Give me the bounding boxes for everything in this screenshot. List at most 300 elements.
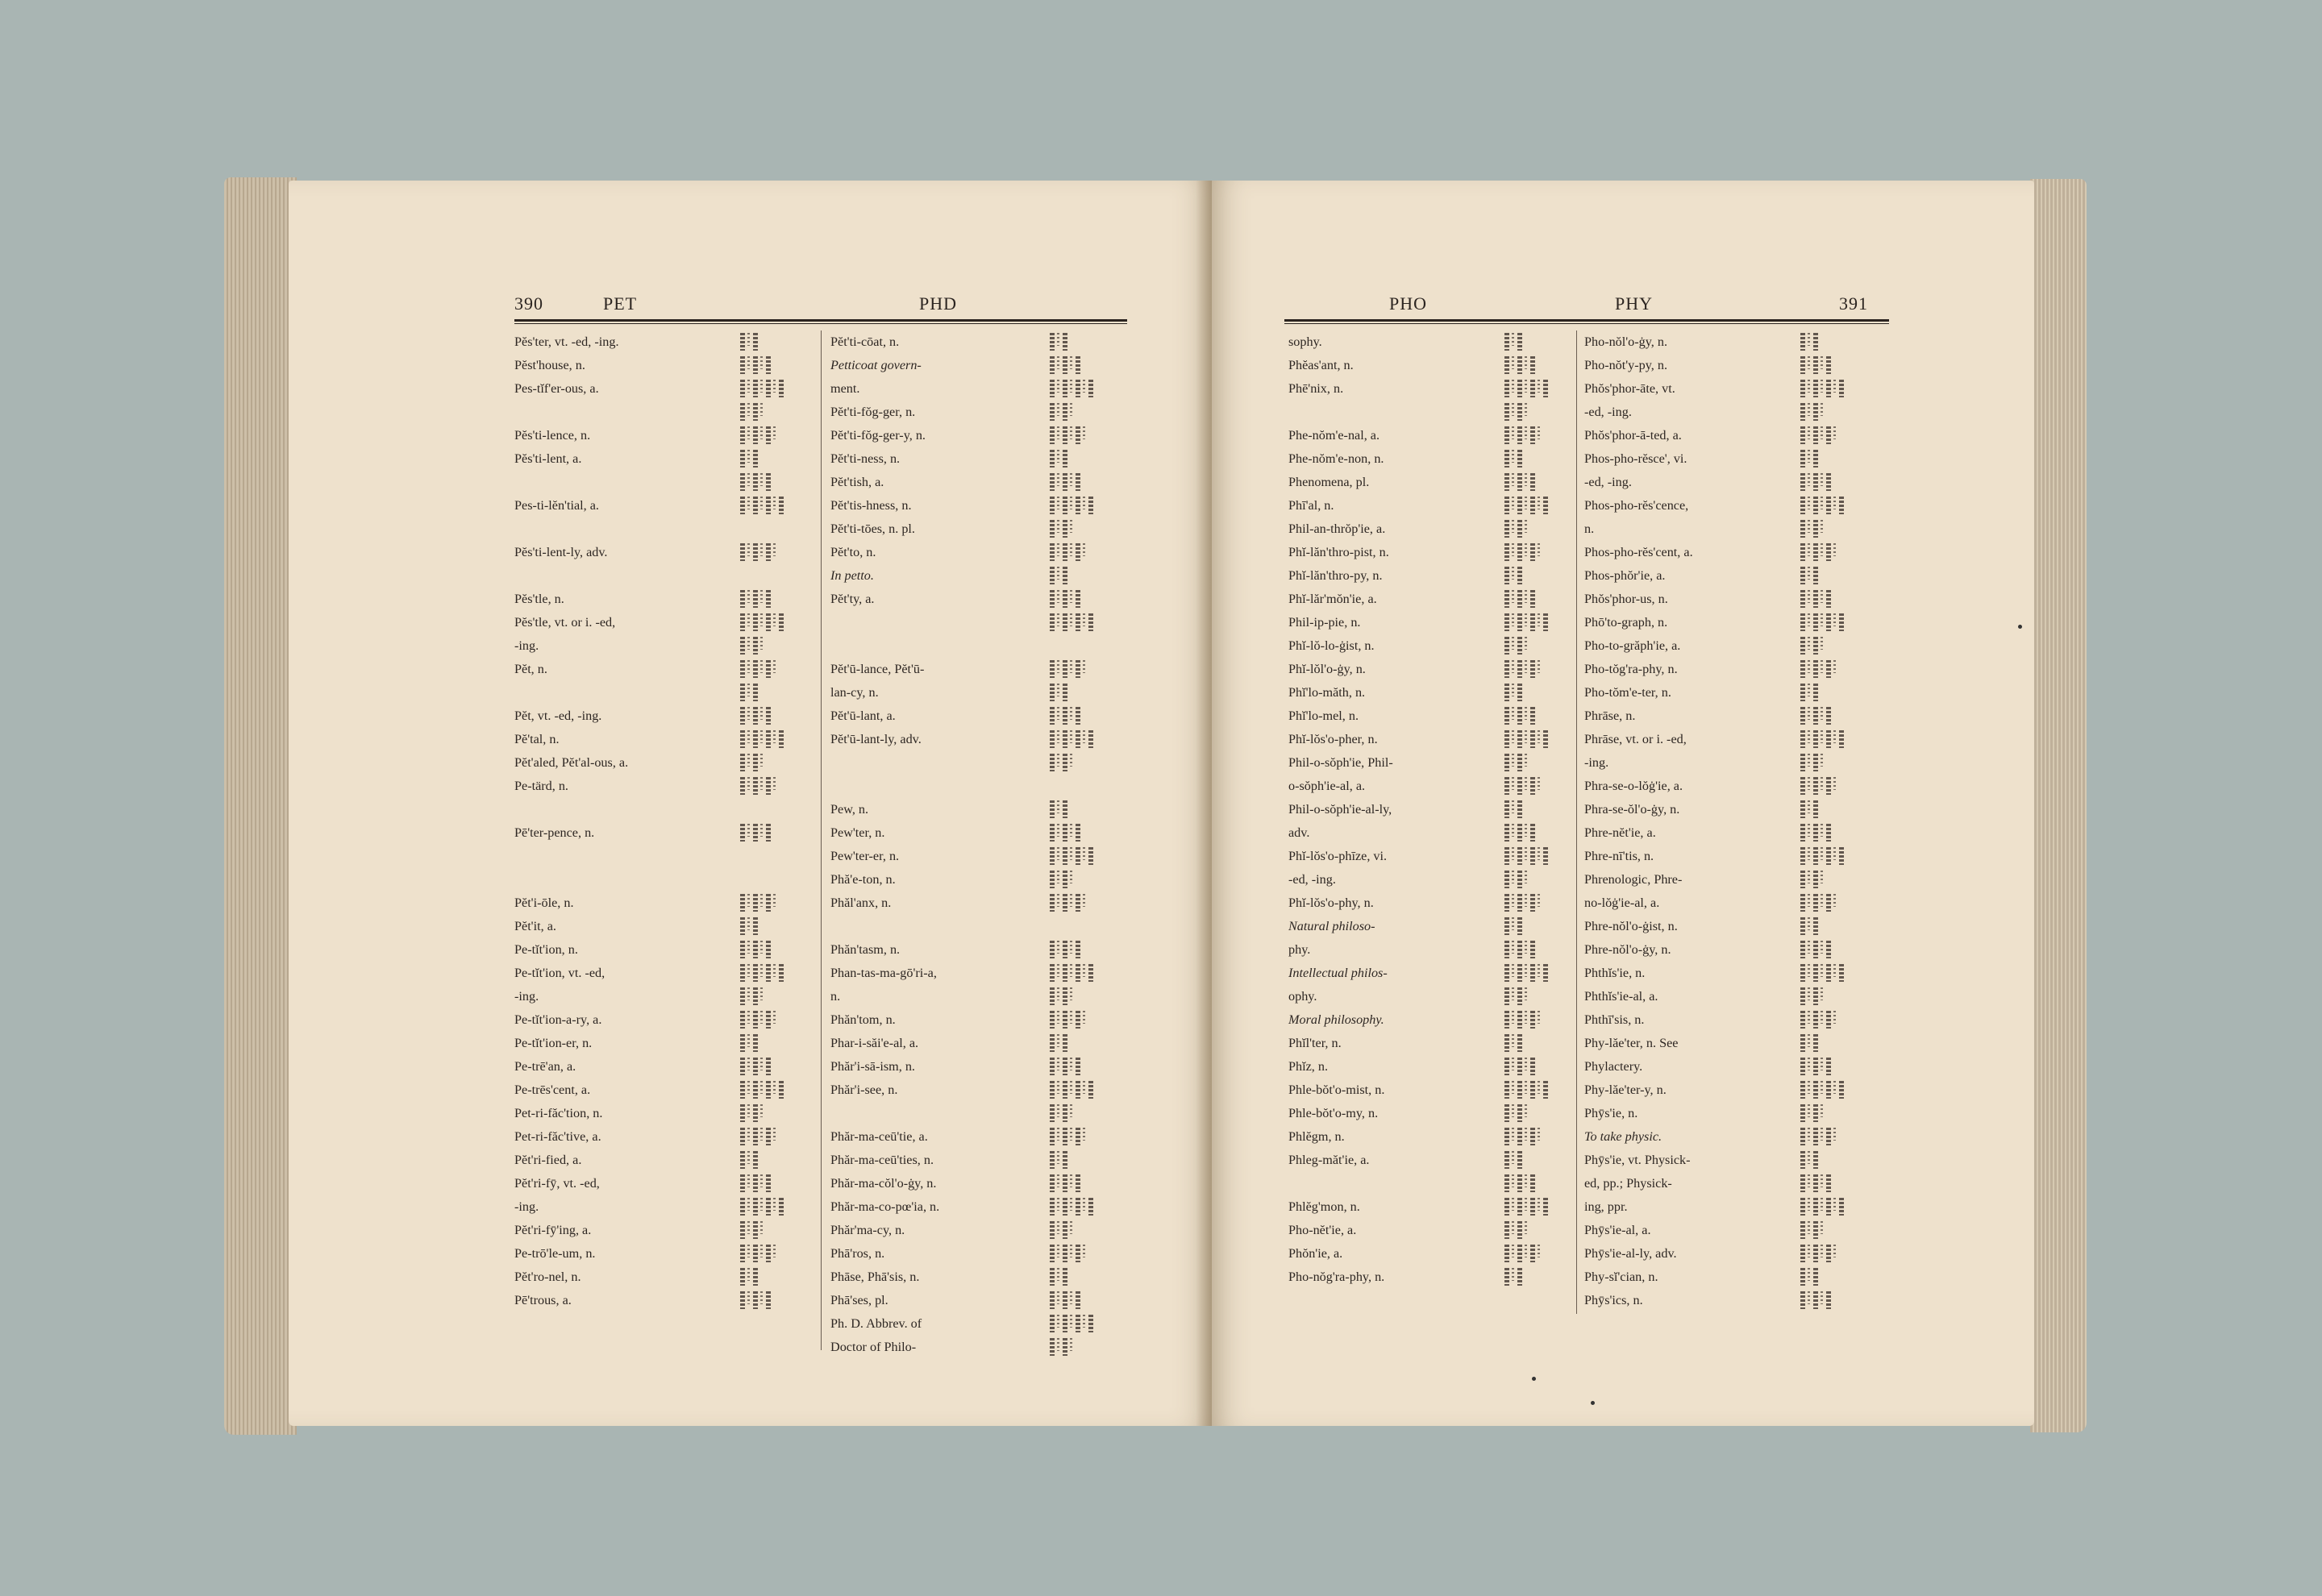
dictionary-entry	[830, 892, 1016, 915]
dictionary-entry	[1584, 564, 1762, 588]
dictionary-entry	[830, 1242, 1016, 1266]
japanese-gloss	[1504, 1034, 1525, 1054]
headword: Pĕt'ti-tōes, n. pl.	[830, 522, 915, 536]
japanese-gloss	[1800, 800, 1821, 820]
japanese-gloss	[1800, 824, 1833, 843]
japanese-gloss	[1504, 356, 1538, 376]
dictionary-entry	[1288, 1102, 1466, 1125]
dictionary-entry	[1584, 517, 1762, 541]
page-speck	[1591, 1401, 1595, 1405]
dictionary-entry	[1584, 588, 1762, 611]
headword: n.	[830, 989, 841, 1004]
dictionary-entry	[1288, 658, 1466, 681]
dictionary-entry	[1584, 330, 1762, 354]
dictionary-entry	[1288, 1125, 1466, 1149]
headword: adv.	[1288, 825, 1310, 840]
headword: ing, ppr.	[1584, 1199, 1628, 1214]
headword: Pe-tĭt'ion-a-ry, a.	[514, 1012, 602, 1027]
japanese-gloss	[1800, 660, 1839, 680]
dictionary-entry	[830, 1102, 1016, 1125]
japanese-gloss	[740, 1034, 760, 1054]
dictionary-entry	[514, 377, 700, 401]
headword: Phĭ-lăn'thro-py, n.	[1288, 568, 1383, 583]
dictionary-entry	[514, 1242, 700, 1266]
dictionary-entry	[1584, 962, 1762, 985]
dictionary-entry	[514, 704, 700, 728]
left-header-rule	[514, 319, 1127, 322]
japanese-gloss	[1800, 1174, 1833, 1194]
dictionary-entry	[514, 494, 700, 517]
japanese-gloss	[740, 824, 773, 843]
dictionary-entry	[1288, 1055, 1466, 1079]
headword: Phȳs'ie, vt. Physick-	[1584, 1153, 1691, 1167]
dictionary-entry	[514, 751, 700, 775]
japanese-gloss	[740, 403, 766, 422]
dictionary-entry	[514, 1008, 700, 1032]
dictionary-entry	[514, 1219, 700, 1242]
dictionary-entry	[1288, 728, 1466, 751]
dictionary-entry	[1584, 821, 1762, 845]
japanese-gloss	[1050, 684, 1070, 703]
left-page-number: 390	[514, 293, 543, 314]
headword: Pĕt'i-ōle, n.	[514, 896, 574, 910]
headword: Phŏn'ie, a.	[1288, 1246, 1343, 1261]
dictionary-entry	[830, 1149, 1016, 1172]
dictionary-entry	[1584, 424, 1762, 447]
dictionary-entry	[514, 1195, 700, 1219]
headword: Pē'ter-pence, n.	[514, 825, 595, 840]
dictionary-entry	[514, 962, 700, 985]
headword: Phil-o-sŏph'ie, Phil-	[1288, 755, 1393, 770]
japanese-gloss	[740, 684, 760, 703]
headword: Phos-pho-rĕsce', vi.	[1584, 451, 1687, 466]
japanese-gloss	[1050, 800, 1070, 820]
dictionary-entry	[1288, 401, 1466, 424]
headword: Pet-ri-făc'tive, a.	[514, 1129, 601, 1144]
headword: Phĭl'ter, n.	[1288, 1036, 1342, 1050]
japanese-gloss	[1504, 567, 1525, 586]
japanese-gloss	[1504, 380, 1550, 399]
dictionary-entry	[1288, 1195, 1466, 1219]
japanese-gloss	[1050, 1058, 1083, 1077]
right-page-header	[1212, 293, 2034, 318]
japanese-gloss	[1504, 1011, 1543, 1030]
headword: Pe-tärd, n.	[514, 779, 568, 793]
japanese-gloss	[1800, 333, 1821, 352]
dictionary-entry	[514, 1102, 700, 1125]
japanese-gloss	[1050, 730, 1096, 750]
headword: Phăr'i-sā-ism, n.	[830, 1059, 915, 1074]
headword: lan-cy, n.	[830, 685, 879, 700]
headword: Pĕt'to, n.	[830, 545, 876, 559]
headword: Phĭ-lŏl'o-ġy, n.	[1288, 662, 1366, 676]
japanese-gloss	[1050, 473, 1083, 493]
headword: Moral philosophy.	[1288, 1012, 1384, 1027]
japanese-gloss	[1050, 824, 1083, 843]
japanese-gloss	[1800, 473, 1833, 493]
japanese-gloss	[1504, 964, 1550, 983]
dictionary-entry	[1288, 681, 1466, 704]
dictionary-entry	[1584, 1172, 1762, 1195]
headword: Phre-nĕt'ie, a.	[1584, 825, 1656, 840]
japanese-gloss	[740, 1245, 779, 1264]
dictionary-entry	[514, 354, 700, 377]
japanese-gloss	[1050, 707, 1083, 726]
headword: Phle-bŏt'o-mist, n.	[1288, 1083, 1385, 1097]
dictionary-entry	[830, 1289, 1016, 1312]
headword: Pĕs'tle, vt. or i. -ed,	[514, 615, 616, 630]
japanese-gloss	[1800, 590, 1833, 609]
right-page-headword-left: PHO	[1389, 293, 1428, 314]
right-page-headword-right: PHY	[1615, 293, 1654, 314]
japanese-gloss	[1504, 777, 1543, 796]
japanese-gloss	[1800, 450, 1821, 469]
headword: Pĕt'ri-fied, a.	[514, 1153, 582, 1167]
headword: Phăr-ma-co-pœ'ia, n.	[830, 1199, 940, 1214]
japanese-gloss	[740, 941, 773, 960]
japanese-gloss	[1050, 1011, 1088, 1030]
japanese-gloss	[1800, 964, 1846, 983]
japanese-gloss	[1504, 426, 1543, 446]
dictionary-entry	[1288, 962, 1466, 985]
japanese-gloss	[1050, 1198, 1096, 1217]
dictionary-entry	[1584, 1055, 1762, 1079]
left-column-2	[830, 330, 1016, 1359]
dictionary-entry	[1584, 447, 1762, 471]
dictionary-entry	[830, 447, 1016, 471]
japanese-gloss	[1504, 450, 1525, 469]
japanese-gloss	[740, 754, 766, 773]
dictionary-entry	[830, 985, 1016, 1008]
japanese-gloss	[1504, 660, 1543, 680]
dictionary-entry	[514, 471, 700, 494]
dictionary-entry	[830, 1125, 1016, 1149]
page-speck	[1532, 1377, 1536, 1381]
headword: Pĕs'tle, n.	[514, 592, 564, 606]
dictionary-entry	[830, 401, 1016, 424]
headword: Phăl'anx, n.	[830, 896, 892, 910]
dictionary-entry	[1584, 1125, 1762, 1149]
dictionary-entry	[1288, 1219, 1466, 1242]
dictionary-entry	[1584, 985, 1762, 1008]
japanese-gloss	[1050, 1104, 1076, 1124]
japanese-gloss	[1800, 894, 1839, 913]
headword: Pĕt'ti-ness, n.	[830, 451, 901, 466]
dictionary-entry	[830, 1008, 1016, 1032]
headword: -ing.	[514, 989, 539, 1004]
japanese-gloss	[1800, 637, 1826, 656]
dictionary-entry	[1584, 938, 1762, 962]
japanese-gloss	[740, 964, 786, 983]
japanese-gloss	[1800, 1011, 1839, 1030]
headword: Phĭ-lăn'thro-pist, n.	[1288, 545, 1389, 559]
japanese-gloss	[1504, 473, 1538, 493]
dictionary-entry	[1288, 377, 1466, 401]
dictionary-entry	[1288, 494, 1466, 517]
dictionary-entry	[830, 658, 1016, 681]
dictionary-entry	[830, 1312, 1016, 1336]
headword: Pĕt'ti-fŏg-ger-y, n.	[830, 428, 926, 443]
japanese-gloss	[1504, 917, 1525, 937]
dictionary-entry	[830, 517, 1016, 541]
dictionary-entry	[1584, 915, 1762, 938]
dictionary-entry	[1584, 658, 1762, 681]
left-page-headword-left: PET	[603, 293, 638, 314]
headword: Pĕst'house, n.	[514, 358, 585, 372]
headword: Phlĕgm, n.	[1288, 1129, 1345, 1144]
dictionary-entry	[1288, 424, 1466, 447]
dictionary-entry	[830, 1195, 1016, 1219]
dictionary-entry	[1288, 845, 1466, 868]
japanese-gloss	[740, 1198, 786, 1217]
dictionary-entry	[514, 564, 700, 588]
japanese-gloss	[1504, 333, 1525, 352]
japanese-gloss	[1504, 1128, 1543, 1147]
headword: Pes-ti-lĕn'tial, a.	[514, 498, 599, 513]
japanese-gloss	[1504, 543, 1543, 563]
japanese-gloss	[1800, 847, 1846, 867]
dictionary-entry	[1584, 1008, 1762, 1032]
japanese-gloss	[1504, 1058, 1538, 1077]
dictionary-entry	[1288, 471, 1466, 494]
headword: Phăr-ma-cŏl'o-ġy, n.	[830, 1176, 937, 1191]
japanese-gloss	[1050, 403, 1076, 422]
japanese-gloss	[1800, 1245, 1839, 1264]
headword: Pē'trous, a.	[514, 1293, 572, 1307]
japanese-gloss	[1800, 1104, 1826, 1124]
japanese-gloss	[1800, 754, 1826, 773]
dictionary-entry	[514, 424, 700, 447]
headword: Pĕt, vt. -ed, -ing.	[514, 709, 602, 723]
dictionary-entry	[1288, 938, 1466, 962]
japanese-gloss	[740, 426, 779, 446]
headword: Phō'to-graph, n.	[1584, 615, 1668, 630]
headword: Phos-pho-rĕs'cence,	[1584, 498, 1689, 513]
headword: Phthī'sis, n.	[1584, 1012, 1645, 1027]
headword: Phre-nŏl'o-ġist, n.	[1584, 919, 1678, 933]
dictionary-entry	[514, 985, 700, 1008]
right-page	[1212, 181, 2034, 1426]
headword: Phy-lăe'ter, n. See	[1584, 1036, 1679, 1050]
dictionary-entry	[1288, 751, 1466, 775]
japanese-gloss	[1504, 1221, 1530, 1241]
dictionary-entry	[1584, 1195, 1762, 1219]
japanese-gloss	[1504, 1198, 1550, 1217]
headword: ment.	[830, 381, 860, 396]
headword: Phre-nī'tis, n.	[1584, 849, 1654, 863]
headword: Petticoat govern-	[830, 358, 922, 372]
headword: Phle-bŏt'o-my, n.	[1288, 1106, 1379, 1120]
headword: Ph. D. Abbrev. of	[830, 1316, 922, 1331]
headword: Phā'ses, pl.	[830, 1293, 888, 1307]
dictionary-entry	[830, 541, 1016, 564]
dictionary-entry	[830, 1032, 1016, 1055]
dictionary-entry	[830, 868, 1016, 892]
japanese-gloss	[1504, 497, 1550, 516]
headword: Phre-nŏl'o-ġy, n.	[1584, 942, 1671, 957]
japanese-gloss	[1800, 520, 1826, 539]
dictionary-entry	[1584, 892, 1762, 915]
dictionary-entry	[514, 330, 700, 354]
dictionary-entry	[1584, 1289, 1762, 1312]
japanese-gloss	[1800, 1034, 1821, 1054]
dictionary-entry	[1288, 704, 1466, 728]
headword: Pĕt'tish, a.	[830, 475, 884, 489]
headword: Phĭ-lŏs'o-pher, n.	[1288, 732, 1378, 746]
headword: -ed, -ing.	[1584, 405, 1632, 419]
dictionary-entry	[1584, 1266, 1762, 1289]
headword: ophy.	[1288, 989, 1317, 1004]
headword: Pe-tĭt'ion, n.	[514, 942, 578, 957]
headword: Phĕas'ant, n.	[1288, 358, 1354, 372]
dictionary-entry	[1288, 1242, 1466, 1266]
right-column-divider	[1576, 330, 1577, 1314]
japanese-gloss	[1800, 871, 1826, 890]
japanese-gloss	[740, 777, 779, 796]
japanese-gloss	[1504, 1104, 1530, 1124]
japanese-gloss	[1504, 754, 1530, 773]
japanese-gloss	[740, 1221, 766, 1241]
dictionary-entry	[514, 728, 700, 751]
headword: Pĕ'tal, n.	[514, 732, 560, 746]
dictionary-entry	[1288, 821, 1466, 845]
dictionary-entry	[830, 962, 1016, 985]
headword: Phylactery.	[1584, 1059, 1643, 1074]
dictionary-entry	[1288, 1032, 1466, 1055]
headword: Phăr-ma-ceū'ties, n.	[830, 1153, 934, 1167]
headword: Phrenologic, Phre-	[1584, 872, 1683, 887]
headword: Pho-nŏl'o-ġy, n.	[1584, 335, 1668, 349]
right-header-rule	[1284, 319, 1889, 322]
japanese-gloss	[1504, 871, 1530, 890]
headword: o-sŏph'ie-al, a.	[1288, 779, 1366, 793]
japanese-gloss	[1050, 1315, 1096, 1334]
dictionary-entry	[1288, 868, 1466, 892]
japanese-gloss	[1504, 707, 1538, 726]
japanese-gloss	[740, 660, 779, 680]
dictionary-entry	[1584, 845, 1762, 868]
headword: Phĭ-lŏs'o-phy, n.	[1288, 896, 1374, 910]
dictionary-entry	[1288, 611, 1466, 634]
japanese-gloss	[740, 1174, 773, 1194]
headword: no-lŏġ'ie-al, a.	[1584, 896, 1660, 910]
japanese-gloss	[740, 1011, 779, 1030]
japanese-gloss	[1050, 497, 1096, 516]
japanese-gloss	[1050, 450, 1070, 469]
dictionary-entry	[1288, 915, 1466, 938]
dictionary-entry	[830, 471, 1016, 494]
headword: Pĕt'ri-fȳ, vt. -ed,	[514, 1176, 600, 1191]
japanese-gloss	[1050, 964, 1096, 983]
japanese-gloss	[1050, 847, 1096, 867]
left-page-header	[289, 293, 1212, 318]
japanese-gloss	[1050, 941, 1083, 960]
dictionary-entry	[1288, 330, 1466, 354]
dictionary-entry	[514, 517, 700, 541]
japanese-gloss	[1504, 684, 1525, 703]
japanese-gloss	[1050, 333, 1070, 352]
headword: -ed, -ing.	[1288, 872, 1336, 887]
headword: Phil-an-thrŏp'ie, a.	[1288, 522, 1386, 536]
japanese-gloss	[1050, 1338, 1076, 1357]
dictionary-entry	[1584, 541, 1762, 564]
dictionary-entry	[830, 704, 1016, 728]
japanese-gloss	[1504, 847, 1550, 867]
dictionary-entry	[830, 821, 1016, 845]
headword: Phā'ros, n.	[830, 1246, 885, 1261]
japanese-gloss	[1050, 613, 1096, 633]
headword: -ing.	[514, 1199, 539, 1214]
headword: Pĕt'tis-hness, n.	[830, 498, 912, 513]
open-book	[224, 169, 2087, 1443]
headword: Phȳs'ics, n.	[1584, 1293, 1643, 1307]
japanese-gloss	[1050, 380, 1096, 399]
headword: Doctor of Philo-	[830, 1340, 917, 1354]
headword: Pĕt'ti-fŏg-ger, n.	[830, 405, 916, 419]
headword: To take physic.	[1584, 1129, 1662, 1144]
dictionary-entry	[514, 1079, 700, 1102]
japanese-gloss	[1800, 497, 1846, 516]
dictionary-entry	[514, 892, 700, 915]
dictionary-entry	[1584, 471, 1762, 494]
dictionary-entry	[1584, 1149, 1762, 1172]
headword: Phy-lăe'ter-y, n.	[1584, 1083, 1667, 1097]
japanese-gloss	[1504, 590, 1538, 609]
headword: Pew'ter, n.	[830, 825, 885, 840]
dictionary-entry	[514, 1125, 700, 1149]
headword: Phra-se-o-lŏġ'ie, a.	[1584, 779, 1683, 793]
left-column-divider	[821, 330, 822, 1350]
headword: Pĕt'aled, Pĕt'al-ous, a.	[514, 755, 629, 770]
dictionary-entry	[1288, 634, 1466, 658]
headword: -ing.	[1584, 755, 1609, 770]
headword: Phra-se-ŏl'o-ġy, n.	[1584, 802, 1680, 817]
right-page-number: 391	[1839, 293, 1868, 314]
japanese-gloss	[1050, 1268, 1070, 1287]
japanese-gloss	[1050, 356, 1083, 376]
japanese-gloss	[1504, 941, 1538, 960]
dictionary-entry	[830, 634, 1016, 658]
dictionary-entry	[514, 634, 700, 658]
headword: Phy-sĭ'cian, n.	[1584, 1270, 1658, 1284]
headword: Phar-i-săi'e-al, a.	[830, 1036, 919, 1050]
dictionary-entry	[1288, 985, 1466, 1008]
japanese-gloss	[740, 1291, 773, 1311]
dictionary-entry	[514, 447, 700, 471]
dictionary-entry	[514, 915, 700, 938]
dictionary-entry	[514, 1172, 700, 1195]
headword: Phăr'i-see, n.	[830, 1083, 898, 1097]
japanese-gloss	[1504, 613, 1550, 633]
dictionary-entry	[1288, 798, 1466, 821]
dictionary-entry	[1288, 541, 1466, 564]
japanese-gloss	[740, 1268, 760, 1287]
headword: Phī'al, n.	[1288, 498, 1334, 513]
headword: phy.	[1288, 942, 1311, 957]
dictionary-entry	[830, 588, 1016, 611]
dictionary-entry	[1584, 868, 1762, 892]
dictionary-entry	[830, 1336, 1016, 1359]
headword: -ing.	[514, 638, 539, 653]
dictionary-entry	[830, 775, 1016, 798]
japanese-gloss	[740, 380, 786, 399]
headword: -ed, -ing.	[1584, 475, 1632, 489]
dictionary-entry	[1584, 728, 1762, 751]
dictionary-entry	[514, 588, 700, 611]
dictionary-entry	[1288, 447, 1466, 471]
dictionary-entry	[514, 868, 700, 892]
japanese-gloss	[1050, 1291, 1083, 1311]
